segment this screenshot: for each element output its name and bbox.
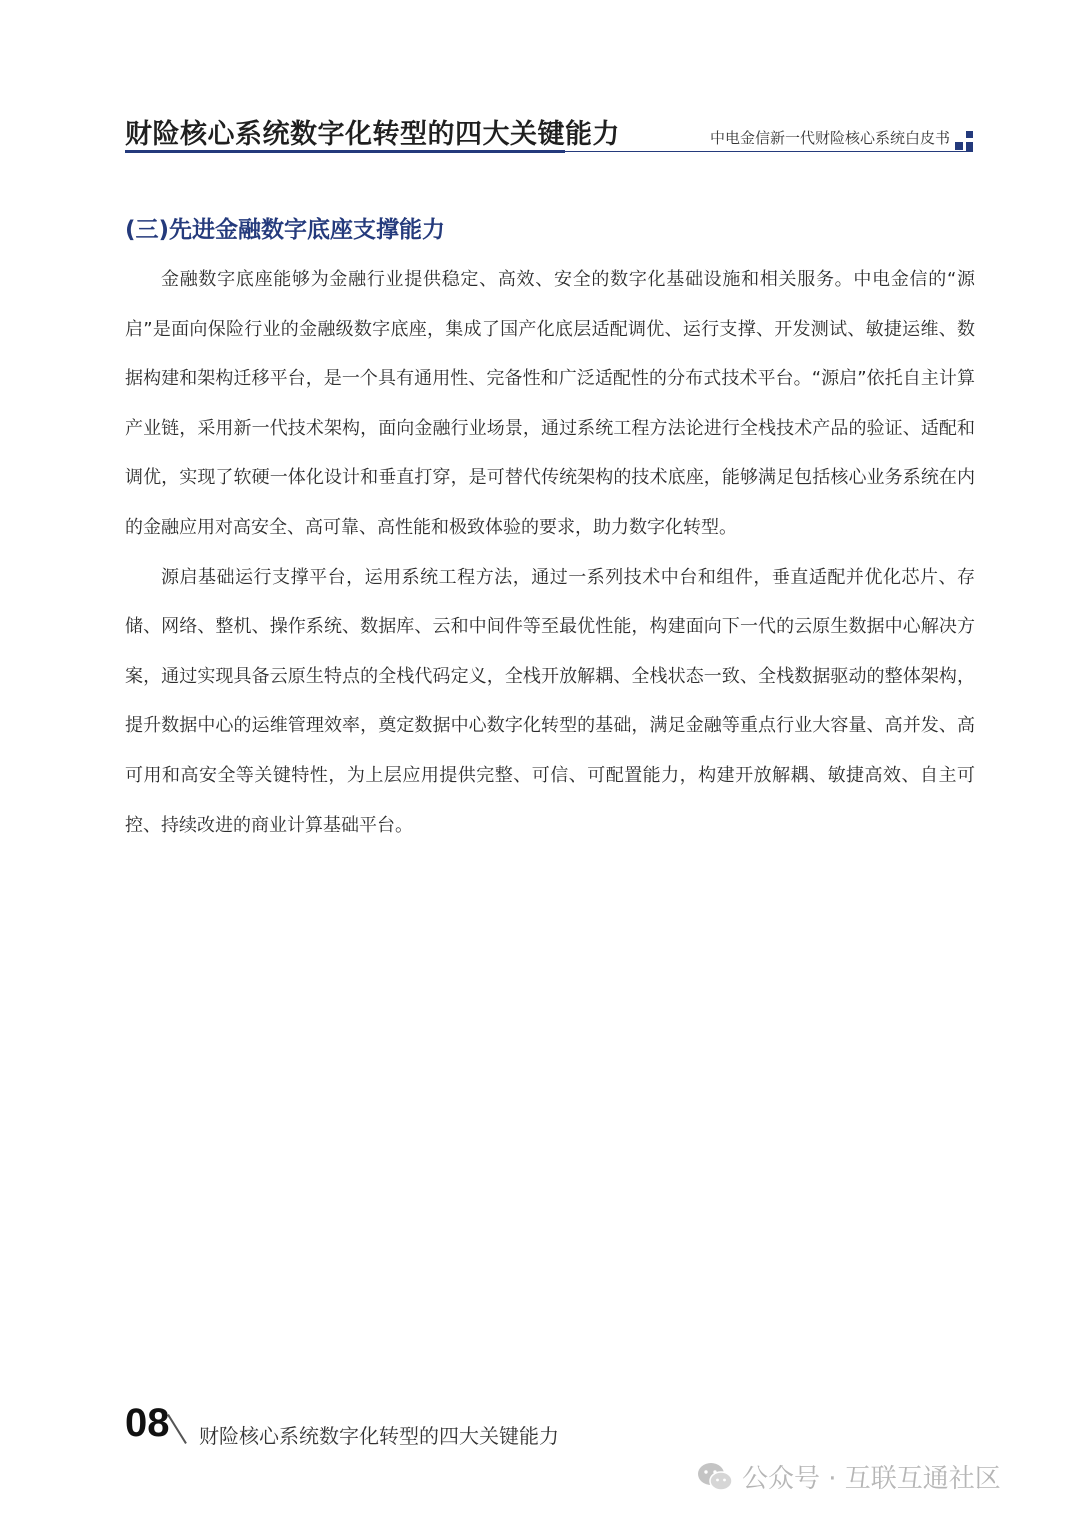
header-rule-thick: [125, 150, 565, 153]
header-title: 财险核心系统数字化转型的四大关键能力: [125, 119, 620, 150]
footer-label: 财险核心系统数字化转型的四大关键能力: [199, 1424, 559, 1448]
page-number: 08: [125, 1401, 170, 1445]
paragraph-2: 源启基础运行支撑平台，运用系统工程方法，通过一系列技术中台和组件，垂直适配并优化芯片、存储、网络、整机、操作系统、数据库、云和中间件等至最优性能，构建面向下一代的云原生数据中心解决方案，通过实现具备云原生特点的全栈代码定义，全栈开放解耦、全栈状态一致、全栈数据驱动的整体架构，提升数据中心的运维管理效率，奠定数据中心数字化转型的基础，满足金融等重点行业大容量、高并发、高可用和高安全等关键特性，为上层应用提供完整、可信、可配置能力，构建开放解耦、敏捷高效、自主可控、持续改进的商业计算基础平台。: [125, 566, 975, 836]
watermark-text: 公众号 · 互联互通社区: [742, 1464, 1001, 1494]
header-deco-square-2: [966, 131, 973, 138]
wechat-icon: [696, 1461, 734, 1493]
header-deco-square-1: [955, 142, 963, 150]
watermark: [696, 1458, 1001, 1495]
paragraph-1: 金融数字底座能够为金融行业提供稳定、高效、安全的数字化基础设施和相关服务。中电金信的“源启”是面向保险行业的金融级数字底座，集成了国产化底层适配调优、运行支撑、开发测试、敏捷运维、数据构建和架构迁移平台，是一个具有通用性、完备性和广泛适配性的分布式技术平台。“源启”依托自主计算产业链，采用新一代技术架构，面向金融行业场景，通过系统工程方法论进行全栈技术产品的验证、适配和调优，实现了软硬一体化设计和垂直打穿，是可替代传统架构的技术底座，能够满足包括核心业务系统在内的金融应用对高安全、高可靠、高性能和极致体验的要求，助力数字化转型。: [125, 269, 975, 538]
header-subtitle: 中电金信新一代财险核心系统白皮书: [709, 129, 950, 147]
body-text: [125, 255, 975, 850]
footer-slash-divider: [167, 1414, 187, 1444]
header-deco-square-3: [966, 142, 973, 151]
section-heading: (三)先进金融数字底座支撑能力: [125, 217, 446, 243]
header-rule-thin: [565, 151, 973, 152]
